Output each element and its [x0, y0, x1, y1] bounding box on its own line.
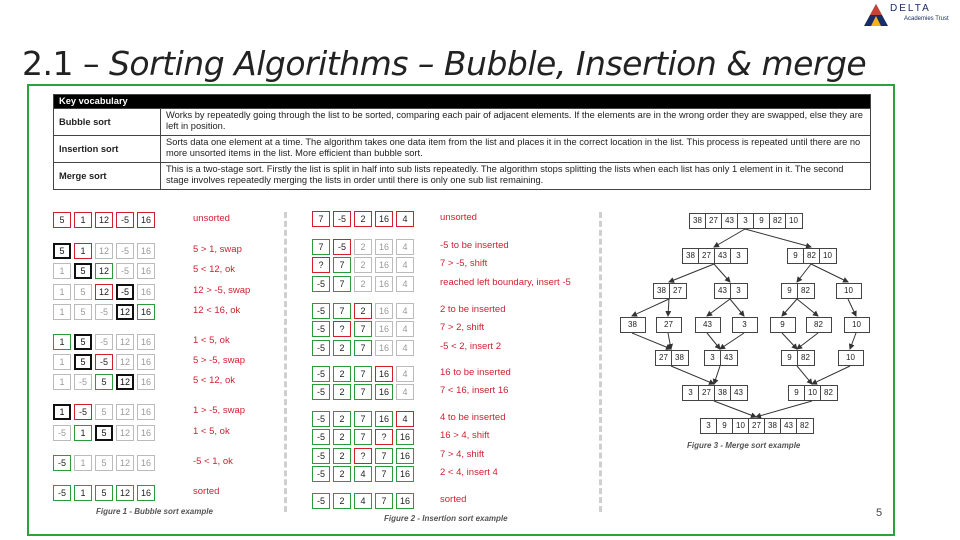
array-cell: 16 [375, 321, 393, 337]
step-note: 16 to be inserted [440, 367, 511, 378]
vocabulary-row [54, 163, 871, 190]
array-cell: 4 [396, 211, 414, 227]
merge-cell: 3 [738, 214, 754, 228]
merge-cell: 10 [823, 251, 832, 260]
merge-cell: 27 [706, 214, 722, 228]
array-cell: 16 [375, 276, 393, 292]
array-cell: 5 [95, 425, 113, 441]
merge-sublist [689, 213, 803, 229]
step-note: 5 > 1, swap [193, 244, 242, 255]
merge-cell: 9 [782, 284, 798, 298]
array-cell: 16 [137, 425, 155, 441]
step-note: unsorted [193, 213, 230, 224]
array-cell: -5 [74, 404, 92, 420]
array-cell: -5 [116, 243, 134, 259]
divider [284, 212, 287, 512]
array-cell: 16 [137, 374, 155, 390]
array-cell: 16 [137, 455, 155, 471]
array-cell: -5 [312, 429, 330, 445]
array-cell: 16 [375, 211, 393, 227]
step-note: 4 to be inserted [440, 412, 506, 423]
array-cell: 16 [137, 354, 155, 370]
merge-cell: 82 [801, 286, 810, 295]
array-cell: 1 [74, 455, 92, 471]
array-cell: 2 [333, 366, 351, 382]
array-cell: 16 [137, 404, 155, 420]
step-note: 5 < 12, ok [193, 375, 235, 386]
array-cell: -5 [333, 239, 351, 255]
array-cell: 12 [95, 243, 113, 259]
title-text: Sorting Algorithms – Bubble, Insertion & merge [108, 44, 867, 83]
array-cell: 1 [53, 263, 71, 279]
array-cell: 7 [333, 303, 351, 319]
merge-sublist [770, 317, 796, 333]
array-cell: -5 [53, 485, 71, 501]
array-cell: 12 [116, 455, 134, 471]
array-cell: -5 [312, 493, 330, 509]
merge-cell: 38 [765, 419, 781, 433]
array-cell: -5 [312, 303, 330, 319]
step-note: -5 < 1, ok [193, 456, 233, 467]
merge-cell: 82 [804, 249, 820, 263]
step-note: 7 > -5, shift [440, 258, 488, 269]
merge-sublist [788, 385, 838, 401]
merge-cell: 38 [683, 249, 699, 263]
array-cell: 2 [333, 411, 351, 427]
array-cell: 16 [375, 340, 393, 356]
vocabulary-definition: Sorts data one element at a time. The algorithm takes one data item from the list and places it in the correct location in the list. This process is repeated until there are no more unsorted items in the list. More efficient than bubble sort. [161, 136, 871, 163]
array-cell: 2 [333, 340, 351, 356]
array-cell: 5 [74, 354, 92, 370]
step-note: 7 < 16, insert 16 [440, 385, 509, 396]
array-cell: -5 [312, 321, 330, 337]
step-note: -5 < 2, insert 2 [440, 341, 501, 352]
array-cell: -5 [312, 411, 330, 427]
merge-cell: 38 [628, 320, 637, 329]
vocabulary-row [54, 109, 871, 136]
array-cell: -5 [312, 276, 330, 292]
array-cell: 12 [116, 425, 134, 441]
array-cell: 5 [74, 304, 92, 320]
merge-cell: 10 [733, 419, 749, 433]
step-note: 1 > -5, swap [193, 405, 246, 416]
array-cell: 7 [354, 411, 372, 427]
array-cell: -5 [312, 340, 330, 356]
array-cell: 1 [53, 284, 71, 300]
array-cell: 5 [95, 374, 113, 390]
array-cell: 16 [375, 384, 393, 400]
array-cell: -5 [95, 304, 113, 320]
step-note: 5 > -5, swap [193, 355, 246, 366]
array-cell: 1 [74, 425, 92, 441]
array-cell: 7 [375, 448, 393, 464]
array-cell: 12 [116, 354, 134, 370]
merge-sublist [682, 248, 748, 264]
merge-cell: 9 [780, 320, 785, 329]
array-cell: 7 [354, 321, 372, 337]
merge-cell: 43 [724, 353, 733, 362]
merge-cell: 27 [699, 249, 715, 263]
merge-cell: 43 [781, 419, 797, 433]
merge-cell: 43 [715, 284, 731, 298]
array-cell: 2 [354, 303, 372, 319]
array-cell: 2 [333, 466, 351, 482]
step-note: 1 < 5, ok [193, 335, 230, 346]
merge-cell: 3 [736, 251, 741, 260]
array-cell: 4 [396, 257, 414, 273]
array-cell: 4 [396, 340, 414, 356]
merge-sublist [787, 248, 837, 264]
array-cell: 4 [354, 466, 372, 482]
array-cell: -5 [116, 284, 134, 300]
merge-sublist [732, 317, 758, 333]
array-cell: -5 [312, 448, 330, 464]
merge-cell: 3 [705, 351, 721, 365]
merge-cell: 82 [801, 353, 810, 362]
array-cell: 7 [354, 384, 372, 400]
array-cell: 4 [396, 384, 414, 400]
array-cell: 5 [74, 263, 92, 279]
array-cell: 16 [375, 257, 393, 273]
vocabulary-header: Key vocabulary [54, 95, 871, 109]
merge-cell: 38 [715, 386, 731, 400]
array-cell: ? [333, 321, 351, 337]
array-cell: 16 [137, 212, 155, 228]
merge-cell: 9 [788, 249, 804, 263]
array-cell: 1 [53, 354, 71, 370]
array-cell: ? [312, 257, 330, 273]
delta-logo [862, 2, 958, 30]
vocabulary-row [54, 136, 871, 163]
array-cell: 4 [396, 239, 414, 255]
array-cell: 1 [53, 374, 71, 390]
array-cell: 12 [95, 212, 113, 228]
delta-triangle-icon [862, 2, 890, 28]
step-note: sorted [440, 494, 467, 505]
merge-cell: 9 [789, 386, 805, 400]
array-cell: 1 [74, 485, 92, 501]
merge-cell: 38 [690, 214, 706, 228]
step-note: reached left boundary, insert -5 [440, 277, 571, 288]
merge-cell: 82 [824, 388, 833, 397]
array-cell: 16 [137, 284, 155, 300]
array-cell: -5 [95, 354, 113, 370]
array-cell: 2 [333, 429, 351, 445]
page-title [22, 44, 866, 83]
array-cell: 1 [53, 334, 71, 350]
merge-cell: 27 [699, 386, 715, 400]
array-cell: -5 [312, 366, 330, 382]
array-cell: 16 [396, 493, 414, 509]
merge-sublist [704, 350, 738, 366]
array-cell: 2 [333, 384, 351, 400]
array-cell: 16 [375, 239, 393, 255]
step-note: 2 < 4, insert 4 [440, 467, 498, 478]
array-cell: 2 [354, 211, 372, 227]
array-cell: -5 [116, 263, 134, 279]
merge-cell: 38 [654, 284, 670, 298]
merge-cell: 10 [844, 286, 853, 295]
array-cell: 4 [396, 276, 414, 292]
page-number: 5 [876, 507, 883, 519]
array-cell: 1 [53, 404, 71, 420]
vocabulary-definition: This is a two-stage sort. Firstly the list is split in half into sub lists repeatedly. The algorithm stops splitting the lists when each list has only 1 element in it. The second stage involves repeatedly merging the lists in order until there is only one sub list remaining. [161, 163, 871, 190]
merge-sublist [781, 283, 815, 299]
array-cell: -5 [74, 374, 92, 390]
array-cell: -5 [312, 384, 330, 400]
array-cell: 12 [95, 284, 113, 300]
merge-cell: 38 [675, 353, 684, 362]
array-cell: 5 [95, 404, 113, 420]
array-cell: 4 [396, 321, 414, 337]
merge-cell: 27 [656, 351, 672, 365]
array-cell: 7 [354, 340, 372, 356]
merge-sublist [844, 317, 870, 333]
array-cell: 7 [312, 211, 330, 227]
merge-cell: 43 [715, 249, 731, 263]
merge-sublist [620, 317, 646, 333]
array-cell: 7 [375, 493, 393, 509]
merge-sublist [836, 283, 862, 299]
array-cell: 7 [375, 466, 393, 482]
merge-cell: 43 [722, 214, 738, 228]
merge-sublist [714, 283, 748, 299]
array-cell: 12 [116, 485, 134, 501]
merge-cell: 27 [673, 286, 682, 295]
merge-sublist [700, 418, 814, 434]
merge-cell: 82 [770, 214, 786, 228]
title-number: 2.1 [22, 44, 73, 83]
array-cell: 16 [396, 448, 414, 464]
merge-cell: 27 [664, 320, 673, 329]
array-cell: 5 [74, 284, 92, 300]
merge-sublist [682, 385, 748, 401]
title-separator: – [72, 44, 109, 83]
logo-tagline: Academies Trust [904, 16, 949, 22]
merge-cell: 9 [754, 214, 770, 228]
merge-cell: 82 [800, 421, 809, 430]
step-note: -5 to be inserted [440, 240, 509, 251]
merge-cell: 27 [749, 419, 765, 433]
array-cell: 16 [396, 429, 414, 445]
array-cell: 16 [375, 303, 393, 319]
array-cell: -5 [116, 212, 134, 228]
array-cell: 12 [116, 334, 134, 350]
step-note: 5 < 12, ok [193, 264, 235, 275]
array-cell: 16 [137, 334, 155, 350]
merge-sublist [653, 283, 687, 299]
array-cell: 5 [53, 212, 71, 228]
divider [599, 212, 602, 512]
merge-cell: 10 [789, 216, 798, 225]
vocabulary-term: Insertion sort [54, 136, 161, 163]
array-cell: 12 [116, 374, 134, 390]
array-cell: 5 [95, 455, 113, 471]
vocabulary-header-row [54, 95, 871, 109]
array-cell: 12 [116, 304, 134, 320]
bubble-sort-caption: Figure 1 - Bubble sort example [96, 507, 213, 516]
array-cell: 7 [333, 276, 351, 292]
array-cell: 7 [333, 257, 351, 273]
array-cell: 4 [396, 411, 414, 427]
vocabulary-term: Bubble sort [54, 109, 161, 136]
array-cell: 12 [95, 263, 113, 279]
array-cell: 4 [354, 493, 372, 509]
merge-sublist [655, 350, 689, 366]
merge-cell: 10 [852, 320, 861, 329]
step-note: 12 > -5, swap [193, 285, 251, 296]
step-note: 7 > 4, shift [440, 449, 485, 460]
step-note: unsorted [440, 212, 477, 223]
vocabulary-term: Merge sort [54, 163, 161, 190]
array-cell: ? [354, 448, 372, 464]
merge-sublist [806, 317, 832, 333]
array-cell: 16 [375, 411, 393, 427]
array-cell: 16 [375, 366, 393, 382]
step-note: 1 < 5, ok [193, 426, 230, 437]
array-cell: 4 [396, 366, 414, 382]
merge-sublist [656, 317, 682, 333]
merge-cell: 10 [805, 386, 821, 400]
array-cell: 7 [354, 366, 372, 382]
array-cell: 16 [396, 466, 414, 482]
array-cell: 1 [74, 212, 92, 228]
array-cell: 5 [53, 243, 71, 259]
merge-cell: 10 [846, 353, 855, 362]
array-cell: 2 [333, 493, 351, 509]
array-cell: 12 [116, 404, 134, 420]
merge-cell: 9 [717, 419, 733, 433]
merge-cell: 3 [736, 286, 741, 295]
step-note: 12 < 16, ok [193, 305, 241, 316]
step-note: sorted [193, 486, 220, 497]
merge-cell: 43 [734, 388, 743, 397]
merge-sublist [695, 317, 721, 333]
array-cell: 16 [137, 485, 155, 501]
step-note: 2 to be inserted [440, 304, 506, 315]
array-cell: 4 [396, 303, 414, 319]
merge-sort-caption: Figure 3 - Merge sort example [687, 441, 801, 450]
array-cell: -5 [312, 466, 330, 482]
array-cell: 16 [137, 243, 155, 259]
array-cell: 5 [74, 334, 92, 350]
array-cell: 2 [354, 276, 372, 292]
array-cell: 16 [137, 263, 155, 279]
vocabulary-definition: Works by repeatedly going through the list to be sorted, comparing each pair of adjacent elements. If the elements are in the wrong order they are swapped, else they are left in position. [161, 109, 871, 136]
merge-cell: 43 [703, 320, 712, 329]
insertion-sort-caption: Figure 2 - Insertion sort example [384, 514, 508, 523]
array-cell: -5 [53, 425, 71, 441]
array-cell: 2 [354, 257, 372, 273]
merge-sublist [838, 350, 864, 366]
vocabulary-table [53, 94, 871, 190]
array-cell: 2 [333, 448, 351, 464]
merge-cell: 3 [742, 320, 747, 329]
array-cell: 1 [74, 243, 92, 259]
array-cell: 2 [354, 239, 372, 255]
array-cell: -5 [333, 211, 351, 227]
array-cell: 16 [137, 304, 155, 320]
logo-name: DELTA [890, 3, 931, 14]
step-note: 16 > 4, shift [440, 430, 490, 441]
array-cell: 7 [354, 429, 372, 445]
array-cell: 5 [95, 485, 113, 501]
merge-sublist [781, 350, 815, 366]
array-cell: ? [375, 429, 393, 445]
array-cell: 1 [53, 304, 71, 320]
merge-cell: 3 [683, 386, 699, 400]
array-cell: -5 [53, 455, 71, 471]
merge-cell: 9 [782, 351, 798, 365]
step-note: 7 > 2, shift [440, 322, 485, 333]
merge-cell: 82 [814, 320, 823, 329]
array-cell: -5 [95, 334, 113, 350]
array-cell: 7 [312, 239, 330, 255]
merge-cell: 3 [701, 419, 717, 433]
